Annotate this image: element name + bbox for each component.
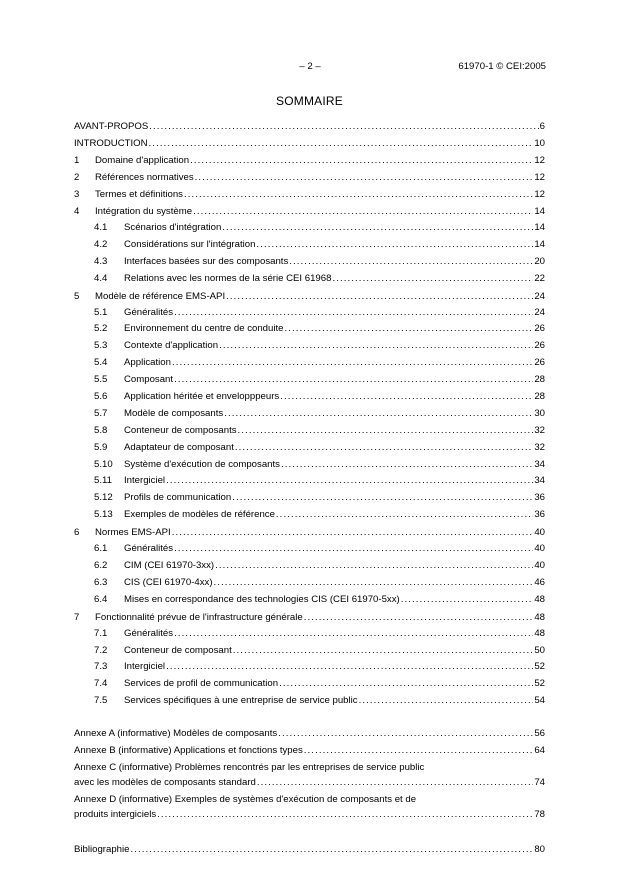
toc-entry-page: 34 (534, 475, 545, 487)
dot-leader (276, 507, 533, 524)
toc-entry[interactable] (74, 237, 545, 254)
toc-entry-page: 26 (534, 357, 545, 369)
toc-entry-number: 5.5 (94, 374, 108, 386)
toc-entry-page: 74 (534, 777, 545, 789)
toc-entry-page: 48 (534, 611, 545, 623)
dot-leader (256, 237, 533, 254)
toc-entry[interactable] (74, 626, 545, 643)
toc-entry-page: 12 (534, 189, 545, 200)
dot-leader (226, 288, 533, 305)
toc-entry-number: 5.3 (94, 340, 108, 352)
toc-entry-label: Relations avec les normes de la série CEI 61968 (124, 272, 332, 284)
toc-entry-page: 26 (534, 340, 545, 352)
toc-entry[interactable] (74, 440, 545, 457)
toc-entry-number: 7.3 (94, 661, 108, 673)
toc-entry[interactable] (74, 288, 545, 305)
annex-title-line[interactable]: Annexe C (informative) Problèmes rencontrés par les entreprises de service public (74, 762, 425, 774)
dot-leader (359, 693, 534, 710)
toc-entry-number: 5.9 (94, 441, 108, 453)
toc-entry[interactable] (74, 169, 545, 186)
toc-entry-page: 10 (534, 138, 545, 149)
toc-entry-page: 78 (534, 809, 545, 821)
toc-entry[interactable] (74, 558, 545, 575)
toc-entry-label: Contexte d'application (124, 340, 219, 352)
toc-entry-number: 5.10 (94, 458, 113, 470)
toc-entry-label: Application (124, 357, 171, 369)
toc-entry[interactable] (74, 305, 545, 322)
bibliography-entry[interactable] (74, 841, 545, 858)
dot-leader (174, 626, 533, 643)
toc-entry-label: Modèle de référence EMS-API (95, 290, 226, 302)
toc-entry-number: 7 (74, 611, 80, 623)
annex-entry[interactable] (74, 775, 545, 790)
dot-leader (193, 203, 533, 220)
toc-entry-label: Système d'exécution de composants (124, 458, 280, 470)
toc-entry-page: 40 (534, 543, 545, 555)
toc-entry-page: 40 (534, 560, 545, 572)
table-of-contents (74, 118, 545, 858)
toc-entry-number: 5.12 (94, 492, 113, 504)
dot-leader (304, 743, 534, 758)
dot-leader (172, 524, 534, 541)
toc-entry-label: Fonctionnalité prévue de l'infrastructure générale (95, 611, 303, 623)
toc-entry-page: 36 (534, 509, 545, 521)
toc-entry-label: Adaptateur de composant (124, 441, 234, 453)
dot-leader (174, 372, 533, 389)
toc-entry-page: 24 (534, 290, 545, 302)
toc-entry-number: 5.6 (94, 391, 108, 403)
toc-entry-label: Conteneur de composants (124, 424, 237, 436)
dot-leader (233, 643, 534, 660)
toc-entry-page: 36 (534, 492, 545, 504)
toc-entry-page: 32 (534, 424, 545, 436)
toc-entry-page: 20 (534, 255, 545, 267)
toc-entry-number: 5.13 (94, 509, 113, 521)
toc-entry[interactable] (74, 507, 545, 524)
dot-leader (174, 541, 533, 558)
toc-entry[interactable] (74, 693, 545, 710)
dot-leader (235, 440, 533, 457)
dot-leader (195, 169, 534, 186)
toc-entry-page: 40 (534, 527, 545, 539)
toc-entry-label: avec les modèles de composants standard (74, 777, 256, 789)
dot-leader (278, 726, 533, 741)
toc-entry-page: 50 (534, 644, 545, 656)
toc-entry-number: 4 (74, 206, 80, 217)
toc-entry-page: 34 (534, 458, 545, 470)
page-title: SOMMAIRE (276, 94, 343, 108)
toc-entry[interactable] (74, 152, 545, 169)
dot-leader (289, 254, 533, 271)
toc-entry[interactable] (74, 524, 545, 541)
toc-entry-label: Domaine d'application (95, 155, 190, 166)
dot-leader (190, 152, 533, 169)
toc-entry-label: Services spécifiques à une entreprise de service public (124, 695, 358, 707)
toc-entry[interactable] (74, 457, 545, 474)
toc-entry[interactable] (74, 220, 545, 237)
toc-entry-label: Termes et définitions (95, 189, 183, 200)
toc-entry-number: 1 (74, 155, 80, 166)
annex-entry[interactable] (74, 743, 545, 758)
toc-entry-label: Bibliographie (74, 844, 130, 856)
toc-entry[interactable] (74, 659, 545, 676)
dot-leader (219, 338, 533, 355)
dot-leader (166, 659, 533, 676)
toc-entry[interactable] (74, 541, 545, 558)
toc-entry[interactable] (74, 338, 545, 355)
dot-leader (224, 406, 533, 423)
dot-leader (215, 558, 533, 575)
toc-entry-label: Références normatives (95, 172, 194, 183)
dot-leader (149, 135, 534, 152)
toc-entry-page: 52 (534, 678, 545, 690)
dot-leader (332, 271, 533, 288)
dot-leader (214, 575, 534, 592)
toc-entry-number: 7.2 (94, 644, 108, 656)
dot-leader (166, 473, 533, 490)
dot-leader (281, 457, 533, 474)
toc-entry-page: 26 (534, 323, 545, 335)
toc-entry-label: Annexe B (informative) Applications et fonctions types (74, 745, 303, 757)
toc-entry-page: 32 (534, 441, 545, 453)
toc-entry-number: 6.2 (94, 560, 108, 572)
toc-entry-number: 7.1 (94, 627, 108, 639)
dot-leader (174, 305, 533, 322)
toc-entry-page: 54 (534, 695, 545, 707)
toc-entry[interactable] (74, 592, 545, 609)
toc-entry-number: 6.3 (94, 576, 108, 588)
toc-entry-page: 28 (534, 391, 545, 403)
toc-entry-number: 2 (74, 172, 80, 183)
dot-leader (232, 490, 533, 507)
toc-entry[interactable] (74, 372, 545, 389)
toc-entry-number: 5.4 (94, 357, 108, 369)
toc-entry-page: 80 (534, 844, 545, 856)
toc-entry-label: Composant (124, 374, 174, 386)
annex-entry[interactable] (74, 807, 545, 822)
dot-leader (157, 807, 533, 822)
toc-entry-label: Environnement du centre de conduite (124, 323, 284, 335)
toc-entry[interactable] (74, 135, 545, 152)
toc-entry[interactable] (74, 254, 545, 271)
dot-leader (130, 841, 533, 858)
dot-leader (222, 220, 533, 237)
toc-entry-label: Généralités (124, 306, 174, 318)
spacer (74, 824, 545, 841)
toc-entry-label: Intergiciel (124, 475, 166, 487)
dot-leader (172, 355, 533, 372)
toc-entry-number: 4.4 (94, 272, 108, 284)
toc-entry-label: Profils de communication (124, 492, 232, 504)
toc-entry-number: 4.2 (94, 238, 108, 250)
toc-entry[interactable] (74, 406, 545, 423)
toc-entry-page: 12 (534, 155, 545, 166)
toc-entry-label: Exemples de modèles de référence (124, 509, 275, 521)
toc-entry-number: 4.3 (94, 255, 108, 267)
toc-entry-label: Généralités (124, 627, 174, 639)
toc-entry-page: 22 (534, 272, 545, 284)
toc-entry[interactable] (74, 575, 545, 592)
toc-entry-label: Conteneur de composant (124, 644, 232, 656)
toc-entry[interactable] (74, 490, 545, 507)
annex-title-line[interactable]: Annexe D (informative) Exemples de systèmes d'exécution de composants et de (74, 794, 417, 806)
dot-leader (238, 423, 534, 440)
dot-leader (279, 676, 533, 693)
toc-entry-label: Normes EMS-API (95, 527, 171, 539)
toc-entry-number: 4.1 (94, 222, 108, 233)
toc-entry-label: Modèle de composants (124, 407, 224, 419)
dot-leader (149, 118, 538, 135)
dot-leader (401, 592, 534, 609)
dot-leader (280, 389, 533, 406)
toc-entry-number: 3 (74, 189, 80, 200)
toc-entry-label: AVANT-PROPOS (74, 121, 149, 132)
dot-leader (257, 775, 533, 790)
toc-entry-label: Généralités (124, 543, 174, 555)
dot-leader (284, 321, 533, 338)
toc-entry-page: 52 (534, 661, 545, 673)
toc-entry[interactable] (74, 321, 545, 338)
page-number: – 2 – (299, 61, 321, 72)
toc-entry-label: Application héritée et envelopppeurs (124, 391, 280, 403)
toc-entry-label: Services de profil de communication (124, 678, 279, 690)
toc-entry-number: 7.5 (94, 695, 108, 707)
toc-entry[interactable] (74, 676, 545, 693)
toc-entry[interactable] (74, 423, 545, 440)
toc-entry[interactable] (74, 473, 545, 490)
dot-leader (304, 609, 534, 626)
toc-entry-number: 6.4 (94, 593, 108, 605)
toc-entry-label: produits intergiciels (74, 809, 157, 821)
toc-entry-label: INTRODUCTION (74, 138, 148, 149)
toc-entry-label: Intégration du système (95, 206, 193, 217)
toc-entry-page: 48 (534, 593, 545, 605)
toc-entry-number: 6 (74, 527, 80, 539)
toc-entry[interactable] (74, 355, 545, 372)
toc-entry-number: 5.2 (94, 323, 108, 335)
toc-entry-label: Scénarios d'intégration (124, 222, 222, 233)
toc-entry-number: 5 (74, 290, 80, 302)
dot-leader (184, 186, 533, 203)
toc-entry-page: 30 (534, 407, 545, 419)
toc-entry-number: 5.11 (94, 475, 112, 487)
toc-entry-page: 14 (534, 206, 545, 217)
toc-entry-label: CIS (CEI 61970-4xx) (124, 576, 213, 588)
toc-entry-page: 28 (534, 374, 545, 386)
toc-entry[interactable] (74, 186, 545, 203)
toc-entry-number: 5.8 (94, 424, 108, 436)
toc-entry-number: 5.7 (94, 407, 108, 419)
toc-entry-page: 56 (534, 728, 545, 740)
toc-entry-number: 6.1 (94, 543, 108, 555)
toc-entry-label: Interfaces basées sur des composants (124, 255, 289, 267)
toc-entry-page: 12 (534, 172, 545, 183)
spacer (74, 710, 545, 726)
toc-entry-number: 5.1 (94, 306, 108, 318)
toc-entry-label: Annexe A (informative) Modèles de composants (74, 728, 278, 740)
toc-entry[interactable] (74, 271, 545, 288)
toc-entry[interactable] (74, 389, 545, 406)
annex-entry[interactable] (74, 726, 545, 741)
toc-entry-page: 6 (539, 121, 545, 132)
toc-entry-label: Mises en correspondance des technologies CIS (CEI 61970-5xx) (124, 593, 400, 605)
toc-entry-number: 7.4 (94, 678, 108, 690)
toc-entry-label: Considérations sur l'intégration (124, 238, 256, 250)
toc-entry-page: 46 (534, 576, 545, 588)
toc-entry-page: 48 (534, 627, 545, 639)
toc-entry[interactable] (74, 203, 545, 220)
toc-entry[interactable] (74, 609, 545, 626)
toc-entry-page: 14 (534, 238, 545, 250)
toc-entry-page: 24 (534, 306, 545, 318)
document-reference: 61970-1 © CEI:2005 (458, 61, 546, 72)
toc-entry-page: 64 (534, 745, 545, 757)
toc-entry[interactable] (74, 643, 545, 660)
toc-entry-page: 14 (534, 222, 545, 233)
toc-entry[interactable] (74, 118, 545, 135)
toc-entry-label: Intergiciel (124, 661, 166, 673)
toc-entry-label: CIM (CEI 61970-3xx) (124, 560, 215, 572)
